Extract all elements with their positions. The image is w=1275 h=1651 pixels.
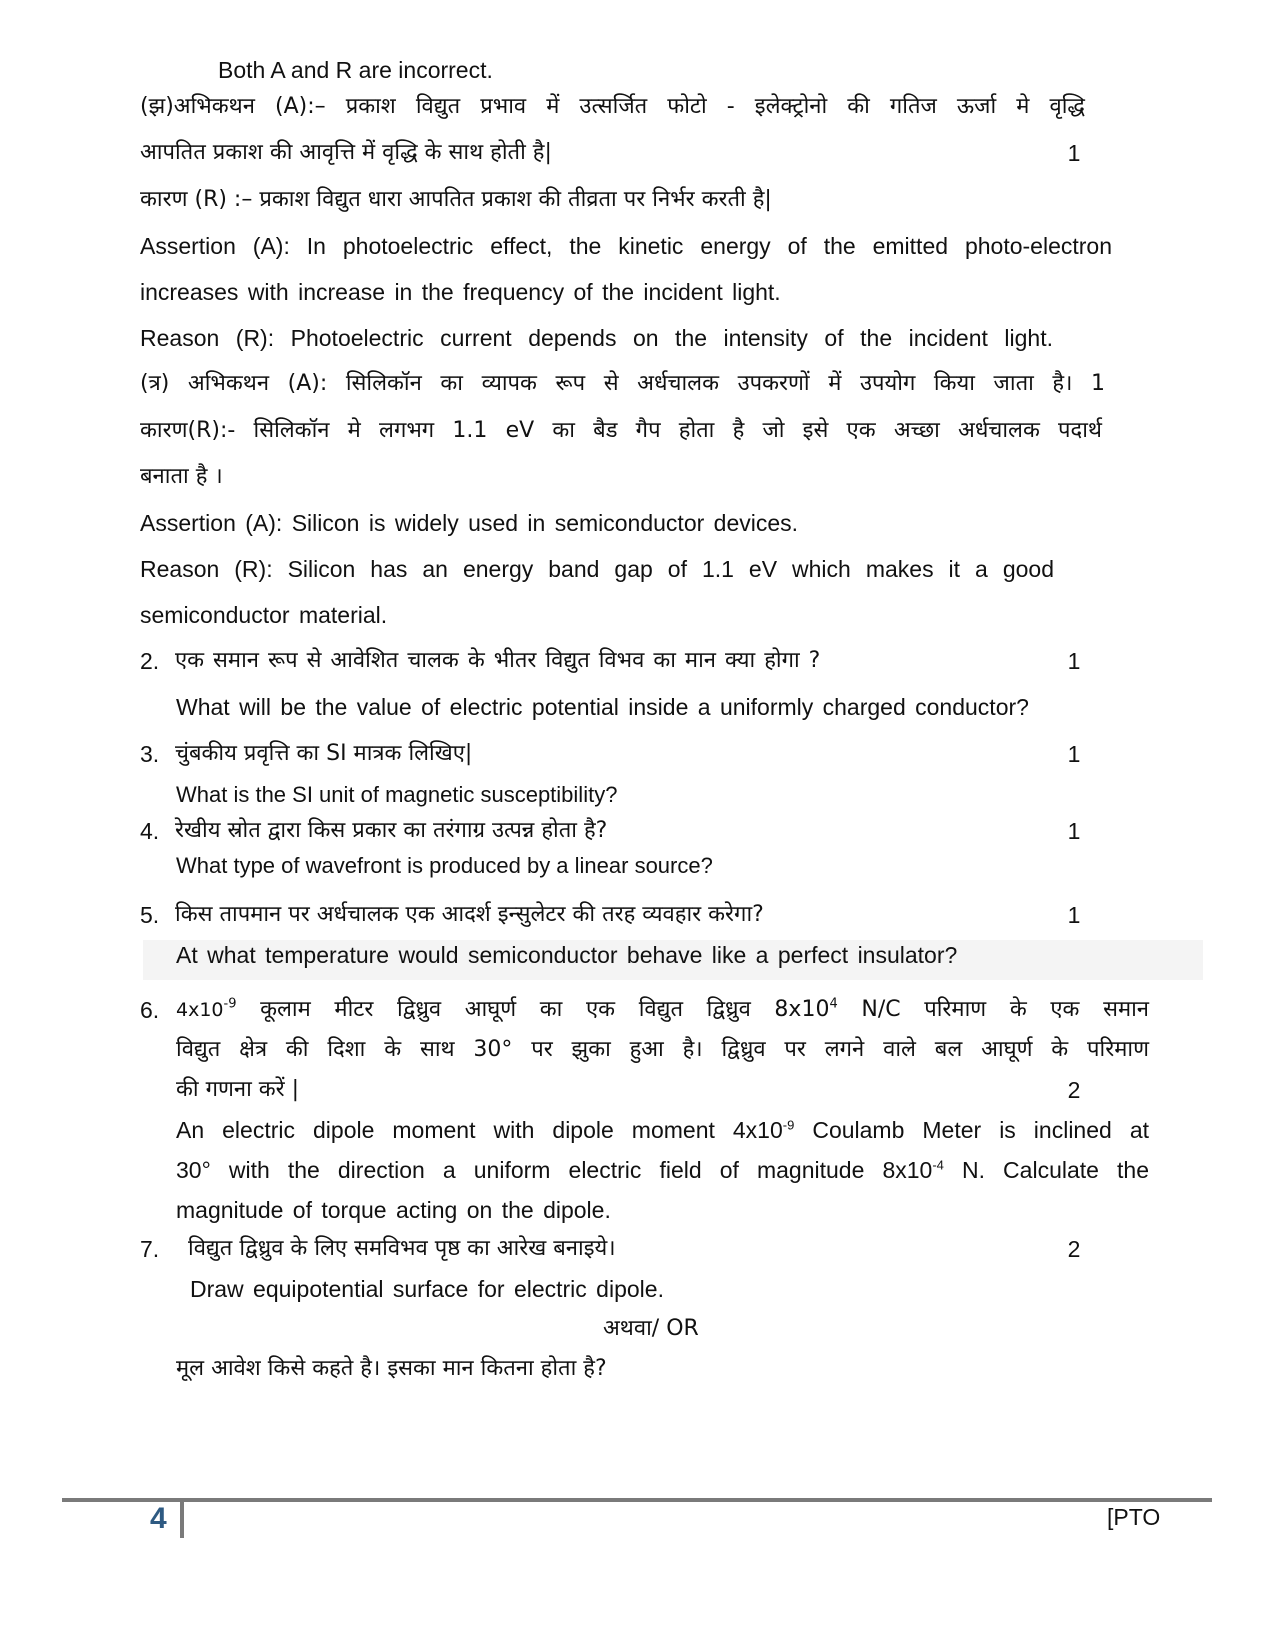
q1i-hindi-reason: कारण (R) :– प्रकाश विद्युत धारा आपतित प्रकाश की तीव्रता पर निर्भर करती है|: [140, 187, 772, 212]
q1i-english-assertion-line2: increases with increase in the frequency of the incident light.: [140, 279, 781, 305]
q1i-marks: 1: [1067, 140, 1081, 166]
q1i-english-reason: Reason (R): Photoelectric current depends on the intensity of the incident light.: [140, 325, 1053, 351]
q6-hindi-line1-part: 4x10: [176, 999, 224, 1021]
q4-marks: 1: [1067, 818, 1081, 844]
or-separator: अथवा/ OR: [603, 1316, 699, 1341]
q6-marks: 2: [1067, 1077, 1081, 1103]
q1i-hindi-assertion-line1: (झ)अभिकथन (A):– प्रकाश विद्युत प्रभाव में उत्सर्जित फोटो - इलेक्ट्रोनो की गतिज ऊर्जा मे वृद्धि: [140, 94, 1085, 119]
q7-alternative-hindi: मूल आवेश किसे कहते है। इसका मान कितना होता है?: [176, 1356, 607, 1381]
q6-hindi-line3: की गणना करें |: [176, 1077, 300, 1102]
q6-english-line2-part: 30° with the direction a uniform electric field of magnitude 8x10: [176, 1157, 933, 1183]
q5-hindi: किस तापमान पर अर्धचालक एक आदर्श इन्सुलेटर की तरह व्यवहार करेगा?: [175, 902, 764, 927]
q2-marks: 1: [1067, 648, 1081, 674]
q6-english-line1: [176, 1115, 1149, 1145]
q1i-hindi-assertion-line2: आपतित प्रकाश की आवृत्ति में वृद्धि के साथ होती है|: [140, 140, 552, 165]
q4-hindi: रेखीय स्रोत द्वारा किस प्रकार का तरंगाग्र उत्पन्न होता है?: [175, 818, 608, 843]
question-number: 4.: [140, 818, 160, 844]
q5-marks: 1: [1067, 902, 1081, 928]
question-number: 5.: [140, 902, 160, 928]
q7-english: Draw equipotential surface for electric dipole.: [190, 1276, 664, 1302]
q1j-english-reason-line1: Reason (R): Silicon has an energy band gap of 1.1 eV which makes it a good: [140, 556, 1054, 582]
exponent: -9: [782, 1117, 795, 1133]
q1j-hindi-reason-line2: बनाता है ।: [140, 464, 223, 489]
q5-english: At what temperature would semiconductor behave like a perfect insulator?: [176, 942, 958, 968]
q2-hindi: एक समान रूप से आवेशित चालक के भीतर विद्युत विभव का मान क्या होगा ?: [175, 648, 821, 673]
footer-rule: [62, 1498, 1212, 1502]
q2-english: What will be the value of electric potential inside a uniformly charged conductor?: [176, 694, 1029, 720]
exponent: 4: [829, 996, 838, 1012]
q6-hindi-line2: विद्युत क्षेत्र की दिशा के साथ 30° पर झुका हुआ है। द्विध्रुव पर लगने वाले बल आघूर्ण के परिमाण: [176, 1037, 1149, 1062]
question-number: 2.: [140, 648, 160, 674]
q6-english-line2-part: N. Calculate the: [943, 1157, 1149, 1183]
q1j-hindi-reason-line1: कारण(R):- सिलिकॉन मे लगभग 1.1 eV का बैड गैप होता है जो इसे एक अच्छा अर्धचालक पदार्थ: [140, 418, 1102, 443]
question-number: 3.: [140, 741, 160, 767]
q6-hindi-line1-part: N/C परिमाण के एक समान: [837, 997, 1150, 1022]
q6-english-line2: [176, 1155, 1149, 1185]
q3-english: What is the SI unit of magnetic susceptibility?: [176, 782, 618, 807]
pto-label: [PTO: [1107, 1504, 1161, 1530]
q1i-english-assertion-line1: Assertion (A): In photoelectric effect, the kinetic energy of the emitted photo-electron: [140, 233, 1112, 259]
q1j-hindi-assertion: (त्र) अभिकथन (A): सिलिकॉन का व्यापक रूप से अर्धचालक उपकरणों में उपयोग किया जाता है। 1: [140, 371, 1106, 396]
q6-hindi-line1-part: कूलाम मीटर द्विध्रुव आघूर्ण का एक विद्युत द्विध्रुव 8x10: [236, 997, 830, 1022]
q1j-english-assertion: Assertion (A): Silicon is widely used in semiconductor devices.: [140, 510, 799, 536]
page-number: 4: [150, 1502, 167, 1535]
q6-english-line3: magnitude of torque acting on the dipole.: [176, 1197, 611, 1223]
q4-english: What type of wavefront is produced by a linear source?: [176, 853, 713, 878]
exponent: -9: [223, 996, 237, 1012]
q6-hindi-line1: [176, 995, 1149, 1025]
both-incorrect-option: Both A and R are incorrect.: [218, 57, 493, 83]
q7-marks: 2: [1067, 1236, 1081, 1262]
q3-marks: 1: [1067, 741, 1081, 767]
q6-english-line1-part: Coulamb Meter is inclined at: [794, 1117, 1149, 1143]
q7-hindi: विद्युत द्विध्रुव के लिए समविभव पृष्ठ का आरेख बनाइये।: [188, 1236, 616, 1261]
exponent: -4: [932, 1157, 944, 1173]
question-number: 6.: [140, 997, 160, 1023]
q6-english-line1-part: An electric dipole moment with dipole moment 4x10: [176, 1117, 783, 1143]
page-number-divider: [180, 1500, 184, 1538]
question-number: 7.: [140, 1236, 160, 1262]
q1j-english-reason-line2: semiconductor material.: [140, 602, 388, 628]
q3-hindi: चुंबकीय प्रवृत्ति का SI मात्रक लिखिए|: [175, 741, 473, 766]
